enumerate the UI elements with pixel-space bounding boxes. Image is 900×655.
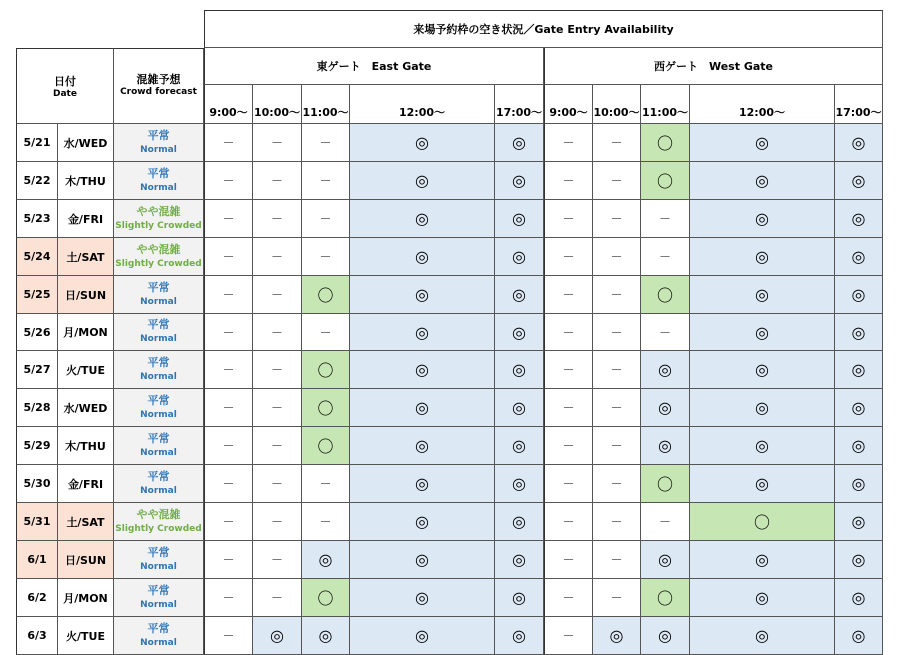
west-slot-none: － (593, 238, 641, 276)
west-slot-none: － (593, 162, 641, 200)
row-date: 5/26 (16, 314, 58, 351)
crowd-forecast-cell (114, 617, 204, 655)
crowd-forecast-header (114, 48, 204, 124)
crowd-forecast-cell (114, 427, 204, 465)
east-slot-none: － (302, 238, 350, 276)
east-slot-double: ◎ (495, 162, 544, 200)
row-day: 月/MON (58, 579, 114, 617)
east-slot-double: ◎ (350, 579, 495, 617)
west-slot-none: － (544, 238, 593, 276)
row-day: 水/WED (58, 389, 114, 427)
time-header: 10:00～ (253, 85, 302, 124)
west-slot-double: ◎ (690, 276, 835, 314)
east-slot-double: ◎ (350, 427, 495, 465)
east-slot-none: － (302, 314, 350, 351)
east-slot-double: ◎ (350, 238, 495, 276)
forecast-label-ja: 平常 (147, 469, 170, 483)
east-gate-header: 東ゲート East Gate (204, 48, 544, 85)
row-day: 日/SUN (58, 541, 114, 579)
west-slot-none: － (544, 617, 593, 655)
forecast-label-en: Normal (140, 296, 177, 307)
row-day: 木/THU (58, 162, 114, 200)
west-slot-none: － (544, 579, 593, 617)
east-slot-double: ◎ (495, 465, 544, 503)
forecast-label-ja: 平常 (147, 431, 170, 445)
west-slot-none: － (544, 503, 593, 541)
west-slot-single: 〇 (641, 276, 690, 314)
west-slot-double: ◎ (641, 617, 690, 655)
crowd-forecast-cell (114, 579, 204, 617)
east-slot-none: － (253, 276, 302, 314)
east-slot-double: ◎ (495, 389, 544, 427)
time-header: 12:00～ (690, 85, 835, 124)
time-header: 9:00～ (204, 85, 253, 124)
east-slot-double: ◎ (495, 579, 544, 617)
forecast-label-ja: やや混雑 (136, 242, 181, 256)
forecast-label-ja: 平常 (147, 166, 170, 180)
east-slot-none: － (204, 617, 253, 655)
west-slot-none: － (593, 427, 641, 465)
forecast-label-en: Normal (140, 485, 177, 496)
crowd-forecast-cell (114, 124, 204, 162)
west-slot-double: ◎ (690, 617, 835, 655)
forecast-label-en: Normal (140, 182, 177, 193)
crowd-forecast-cell (114, 200, 204, 238)
east-slot-none: － (204, 579, 253, 617)
west-slot-double: ◎ (690, 124, 835, 162)
east-slot-none: － (204, 541, 253, 579)
east-slot-none: － (302, 124, 350, 162)
west-slot-double: ◎ (835, 314, 883, 351)
east-slot-none: － (204, 162, 253, 200)
west-slot-double: ◎ (835, 503, 883, 541)
west-slot-none: － (544, 351, 593, 389)
crowd-forecast-cell (114, 162, 204, 200)
row-date: 5/25 (16, 276, 58, 314)
east-slot-double: ◎ (350, 124, 495, 162)
west-slot-double: ◎ (690, 200, 835, 238)
west-slot-none: － (641, 314, 690, 351)
west-slot-double: ◎ (835, 200, 883, 238)
forecast-label-ja: 平常 (147, 545, 170, 559)
west-slot-double: ◎ (641, 427, 690, 465)
east-slot-none: － (204, 427, 253, 465)
row-date: 6/2 (16, 579, 58, 617)
east-slot-none: － (204, 276, 253, 314)
west-slot-double: ◎ (690, 541, 835, 579)
forecast-label-ja: やや混雑 (136, 204, 181, 218)
row-day: 月/MON (58, 314, 114, 351)
west-slot-none: － (593, 200, 641, 238)
time-header: 9:00～ (544, 85, 593, 124)
forecast-label-ja: 平常 (147, 393, 170, 407)
west-slot-double: ◎ (835, 617, 883, 655)
west-slot-none: － (593, 389, 641, 427)
crowd-forecast-cell (114, 503, 204, 541)
west-slot-none: － (544, 276, 593, 314)
crowd-forecast-cell (114, 314, 204, 351)
east-slot-double: ◎ (495, 314, 544, 351)
east-slot-none: － (302, 503, 350, 541)
forecast-label-en: Slightly Crowded (115, 258, 202, 269)
east-slot-none: － (253, 503, 302, 541)
row-date: 6/3 (16, 617, 58, 655)
east-slot-none: － (253, 389, 302, 427)
west-slot-single: 〇 (690, 503, 835, 541)
west-slot-double: ◎ (690, 162, 835, 200)
east-slot-double: ◎ (350, 389, 495, 427)
west-slot-double: ◎ (835, 427, 883, 465)
row-day: 土/SAT (58, 238, 114, 276)
east-slot-single: 〇 (302, 276, 350, 314)
crowd-forecast-cell (114, 541, 204, 579)
west-slot-double: ◎ (690, 238, 835, 276)
east-slot-double: ◎ (495, 617, 544, 655)
west-slot-double: ◎ (835, 238, 883, 276)
east-slot-none: － (253, 238, 302, 276)
west-slot-none: － (641, 200, 690, 238)
west-slot-double: ◎ (835, 124, 883, 162)
west-slot-double: ◎ (835, 276, 883, 314)
west-slot-none: － (544, 389, 593, 427)
forecast-label-ja: 平常 (147, 355, 170, 369)
date-header (16, 48, 114, 124)
time-header: 12:00～ (350, 85, 495, 124)
row-day: 火/TUE (58, 617, 114, 655)
west-slot-none: － (593, 351, 641, 389)
east-slot-none: － (204, 238, 253, 276)
west-slot-none: － (544, 427, 593, 465)
forecast-label-ja: 平常 (147, 583, 170, 597)
row-date: 5/28 (16, 389, 58, 427)
east-slot-double: ◎ (350, 314, 495, 351)
forecast-label-ja: 平常 (147, 128, 170, 142)
east-slot-none: － (204, 503, 253, 541)
west-slot-none: － (593, 276, 641, 314)
east-slot-double: ◎ (350, 162, 495, 200)
row-date: 5/27 (16, 351, 58, 389)
table-title: 来場予約枠の空き状況／Gate Entry Availability (204, 10, 883, 48)
east-slot-single: 〇 (302, 389, 350, 427)
east-slot-none: － (302, 200, 350, 238)
date-header-ja: 日付 (54, 75, 76, 88)
west-slot-single: 〇 (641, 162, 690, 200)
time-header: 17:00～ (835, 85, 883, 124)
row-day: 日/SUN (58, 276, 114, 314)
forecast-label-en: Normal (140, 334, 177, 344)
west-slot-double: ◎ (690, 389, 835, 427)
forecast-label-en: Normal (140, 637, 177, 648)
west-slot-single: 〇 (641, 579, 690, 617)
east-slot-none: － (253, 124, 302, 162)
forecast-label-en: Slightly Crowded (115, 220, 202, 231)
east-slot-none: － (204, 314, 253, 351)
west-slot-double: ◎ (593, 617, 641, 655)
time-header: 17:00～ (495, 85, 544, 124)
east-slot-single: 〇 (302, 351, 350, 389)
east-slot-double: ◎ (350, 465, 495, 503)
east-slot-none: － (204, 465, 253, 503)
west-slot-none: － (593, 541, 641, 579)
east-slot-double: ◎ (302, 541, 350, 579)
east-slot-double: ◎ (495, 541, 544, 579)
west-slot-double: ◎ (690, 579, 835, 617)
west-slot-double: ◎ (641, 389, 690, 427)
east-slot-double: ◎ (495, 351, 544, 389)
east-slot-double: ◎ (495, 427, 544, 465)
forecast-label-ja: 平常 (147, 318, 170, 331)
forecast-label-en: Normal (140, 371, 177, 382)
west-slot-none: － (641, 503, 690, 541)
west-slot-double: ◎ (690, 427, 835, 465)
crowd-forecast-cell (114, 389, 204, 427)
row-day: 金/FRI (58, 465, 114, 503)
forecast-label-en: Normal (140, 447, 177, 458)
forecast-label-en: Normal (140, 409, 177, 420)
east-slot-double: ◎ (350, 351, 495, 389)
west-slot-none: － (641, 238, 690, 276)
east-slot-double: ◎ (495, 238, 544, 276)
west-slot-none: － (593, 503, 641, 541)
east-slot-none: － (204, 200, 253, 238)
east-slot-none: － (253, 162, 302, 200)
west-slot-none: － (593, 579, 641, 617)
east-slot-none: － (204, 389, 253, 427)
east-slot-double: ◎ (495, 503, 544, 541)
east-slot-double: ◎ (350, 200, 495, 238)
row-day: 火/TUE (58, 351, 114, 389)
forecast-label-ja: 平常 (147, 280, 170, 294)
west-slot-double: ◎ (641, 351, 690, 389)
east-slot-double: ◎ (350, 276, 495, 314)
west-slot-none: － (593, 465, 641, 503)
east-slot-none: － (302, 162, 350, 200)
west-gate-header: 西ゲート West Gate (544, 48, 883, 85)
row-date: 5/21 (16, 124, 58, 162)
west-slot-none: － (544, 465, 593, 503)
date-header-en: Date (53, 89, 77, 99)
forecast-label-en: Normal (140, 599, 177, 610)
east-slot-double: ◎ (302, 617, 350, 655)
row-date: 5/22 (16, 162, 58, 200)
west-slot-double: ◎ (835, 465, 883, 503)
west-slot-none: － (544, 200, 593, 238)
west-slot-double: ◎ (641, 541, 690, 579)
east-slot-double: ◎ (495, 124, 544, 162)
row-date: 5/29 (16, 427, 58, 465)
row-day: 木/THU (58, 427, 114, 465)
west-slot-double: ◎ (690, 465, 835, 503)
row-day: 水/WED (58, 124, 114, 162)
east-slot-double: ◎ (495, 276, 544, 314)
crowd-forecast-cell (114, 276, 204, 314)
forecast-label-ja: 平常 (147, 621, 170, 635)
east-slot-double: ◎ (253, 617, 302, 655)
row-date: 5/30 (16, 465, 58, 503)
west-slot-double: ◎ (835, 162, 883, 200)
forecast-label-en: Slightly Crowded (115, 523, 202, 534)
crowd-forecast-cell (114, 465, 204, 503)
west-slot-none: － (593, 124, 641, 162)
west-slot-double: ◎ (690, 314, 835, 351)
west-slot-none: － (544, 541, 593, 579)
forecast-label-en: Normal (140, 144, 177, 155)
row-date: 6/1 (16, 541, 58, 579)
east-slot-single: 〇 (302, 579, 350, 617)
west-slot-none: － (593, 314, 641, 351)
east-slot-none: － (253, 465, 302, 503)
east-slot-none: － (253, 541, 302, 579)
west-slot-double: ◎ (835, 579, 883, 617)
crowd-header-en: Crowd forecast (120, 87, 197, 97)
east-slot-none: － (302, 465, 350, 503)
crowd-header-ja: 混雑予想 (136, 73, 181, 86)
east-slot-none: － (253, 579, 302, 617)
west-slot-none: － (544, 124, 593, 162)
row-day: 金/FRI (58, 200, 114, 238)
forecast-label-ja: やや混雑 (136, 507, 181, 521)
west-slot-none: － (544, 162, 593, 200)
west-slot-double: ◎ (835, 541, 883, 579)
east-slot-none: － (204, 351, 253, 389)
east-slot-single: 〇 (302, 427, 350, 465)
west-slot-single: 〇 (641, 465, 690, 503)
east-slot-none: － (253, 314, 302, 351)
east-slot-none: － (253, 200, 302, 238)
east-slot-double: ◎ (350, 541, 495, 579)
west-slot-none: － (544, 314, 593, 351)
row-day: 土/SAT (58, 503, 114, 541)
west-slot-single: 〇 (641, 124, 690, 162)
east-slot-none: － (204, 124, 253, 162)
row-date: 5/23 (16, 200, 58, 238)
east-slot-double: ◎ (495, 200, 544, 238)
west-slot-double: ◎ (835, 351, 883, 389)
row-date: 5/31 (16, 503, 58, 541)
east-slot-double: ◎ (350, 617, 495, 655)
crowd-forecast-cell (114, 351, 204, 389)
west-slot-double: ◎ (835, 389, 883, 427)
east-slot-double: ◎ (350, 503, 495, 541)
time-header: 11:00～ (641, 85, 690, 124)
east-slot-none: － (253, 351, 302, 389)
west-slot-double: ◎ (690, 351, 835, 389)
time-header: 11:00～ (302, 85, 350, 124)
crowd-forecast-cell (114, 238, 204, 276)
east-slot-none: － (253, 427, 302, 465)
time-header: 10:00～ (593, 85, 641, 124)
forecast-label-en: Normal (140, 561, 177, 572)
row-date: 5/24 (16, 238, 58, 276)
